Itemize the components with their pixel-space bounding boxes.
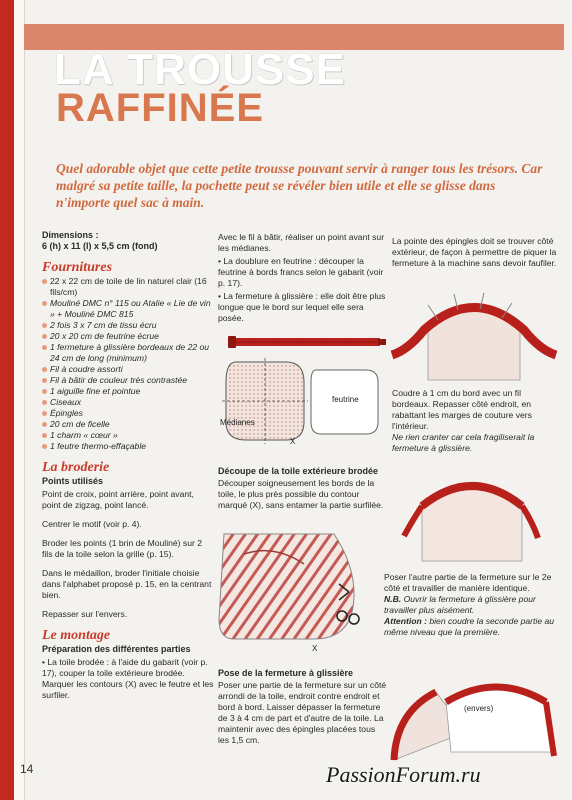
x-label-1: X <box>290 437 296 446</box>
binding-inner <box>14 0 25 800</box>
col3-para-2-italic: Ne rien cranter car cela fragiliserait la fermeture à glissière. <box>392 432 535 453</box>
column-3-middle <box>392 388 560 462</box>
x-label-2: X <box>312 644 318 653</box>
bullet-dot-icon <box>42 389 47 394</box>
fourniture-text: Fil à coudre assorti <box>50 364 123 374</box>
fourniture-text: 20 x 20 cm de feutrine écrue <box>50 331 159 341</box>
column-2 <box>218 232 386 332</box>
fourniture-item <box>42 276 214 298</box>
intro-text: Quel adorable objet que cette petite trousse pouvant servir à ranger tous les trésors. Car malgré sa petite taille, la pochette peut se révéler bien utile et elle se glisse dans n'importe quel sac à main. <box>56 161 543 210</box>
broderie-para-4: Dans le médaillon, broder l'initiale choisie dans l'alphabet proposé p. 15, en la centrant bien. <box>42 568 212 600</box>
fourniture-item <box>42 408 214 419</box>
feutrine-label: feutrine <box>332 395 359 404</box>
zipper-envers-illustration <box>386 672 562 762</box>
nb-label: N.B. <box>384 594 402 604</box>
broderie-para-3: Broder les points (1 brin de Mouliné) sur 2 fils de la toile selon la grille (p. 15). <box>42 538 203 559</box>
fourniture-text: 1 aiguille fine et pointue <box>50 386 141 396</box>
bullet-dot-icon <box>42 444 47 449</box>
column-3-top <box>392 236 560 277</box>
fourniture-text: Mouliné DMC n° 115 ou Atalie « Lie de vin » + Mouliné DMC 815 <box>50 298 211 319</box>
column-3-bottom <box>384 572 556 646</box>
col3-para-2: Coudre à 1 cm du bord avec un fil bordeaux. Repasser côté endroit, en rabattant les marges de couture vers l'intérieur. <box>392 388 532 431</box>
col2-para-2: • La doublure en feutrine : découper la feutrine à bords francs selon le gabarit (voir p. 17). <box>218 256 384 288</box>
decoupe-section <box>218 466 388 519</box>
fourniture-item <box>42 441 214 452</box>
fourniture-text: 22 x 22 cm de toile de lin naturel clair (16 fils/cm) <box>50 276 207 297</box>
montage-subheading: Préparation des différentes parties <box>42 644 191 654</box>
col2-para-3: • La fermeture à glissière : elle doit être plus longue que le bord sur lequel elle sera posée. <box>218 291 386 323</box>
bullet-dot-icon <box>42 400 47 405</box>
fourniture-text: Fil à bâtir de couleur très contrastée <box>50 375 188 385</box>
col2-para-1: Avec le fil à bâtir, réaliser un point avant sur les médianes. <box>218 232 385 253</box>
dimensions-value: 6 (h) x 11 (l) x 5,5 cm (fond) <box>42 241 158 251</box>
fourniture-item <box>42 430 214 441</box>
fourniture-text: Ciseaux <box>50 397 82 407</box>
fourniture-text: 2 fois 3 x 7 cm de tissu écru <box>50 320 157 330</box>
col3-para-3: Poser l'autre partie de la fermeture sur le 2e côté et travailler de manière identique. <box>384 572 552 593</box>
page-number: 14 <box>20 762 34 776</box>
fourniture-item <box>42 331 214 342</box>
attention-label: Attention : <box>384 616 427 626</box>
fourniture-item <box>42 375 214 386</box>
fourniture-item <box>42 342 214 364</box>
fourniture-text: 1 charm « cœur » <box>50 430 118 440</box>
bullet-dot-icon <box>42 433 47 438</box>
zipper-pinning-illustration <box>388 290 560 385</box>
fourniture-text: 1 feutre thermo-effaçable <box>50 441 147 451</box>
fabric-template-illustration <box>216 352 406 452</box>
zipper-sewn-illustration <box>392 466 552 566</box>
watermark: PassionForum.ru <box>326 762 481 787</box>
title-line-1: LA TROUSSE <box>54 45 346 94</box>
fourniture-item <box>42 364 214 375</box>
bullet-dot-icon <box>42 279 47 284</box>
broderie-heading: La broderie <box>42 460 110 475</box>
dimensions-label: Dimensions : <box>42 230 99 240</box>
fourniture-item <box>42 298 214 320</box>
fourniture-text: 1 fermeture à glissière bordeaux de 22 ou 24 cm de long (minimum) <box>50 342 210 363</box>
bullet-dot-icon <box>42 301 47 306</box>
left-binding-strip <box>0 0 14 800</box>
fournitures-list <box>42 276 214 452</box>
montage-heading: Le montage <box>42 628 111 643</box>
col3-para-1: La pointe des épingles doit se trouver côté extérieur, de façon à permettre de piquer la fermeture à la machine sans devoir faufiler. <box>392 236 557 268</box>
fournitures-heading: Fournitures <box>42 260 113 275</box>
column-1 <box>42 230 214 709</box>
decoupe-title: Découpe de la toile extérieure brodée <box>218 466 379 476</box>
broderie-subheading: Points utilisés <box>42 476 104 486</box>
fourniture-item <box>42 386 214 397</box>
broderie-para-1: Point de croix, point arrière, point avant, point de zigzag, point lancé. <box>42 489 194 510</box>
pose-text: Poser une partie de la fermeture sur un côté arrondi de la toile, endroit contre endroit et bord à bord. Laisser dépasser la fermeture de 3 à 4 cm de part et d'autre de la toile. La maintenir avec des épingles placées tous les 1,5 cm. <box>218 680 387 745</box>
nb-text: Ouvrir la fermeture à glissière pour travailler plus aisément. <box>384 594 536 615</box>
broderie-para-5: Repasser sur l'envers. <box>42 609 128 619</box>
fourniture-item <box>42 397 214 408</box>
bullet-dot-icon <box>42 411 47 416</box>
attention-text: bien coudre la seconde partie au même niveau que la première. <box>384 616 555 637</box>
bullet-dot-icon <box>42 378 47 383</box>
bullet-dot-icon <box>42 334 47 339</box>
pose-section <box>218 668 388 754</box>
bullet-dot-icon <box>42 422 47 427</box>
fourniture-text: 20 cm de ficelle <box>50 419 110 429</box>
envers-label: (envers) <box>464 704 494 713</box>
montage-text: • La toile brodée : à l'aide du gabarit (voir p. 17), couper la toile extérieure brodée. Marquer les contours (X) avec le feutre et les surfiler. <box>42 657 214 700</box>
decoupe-text: Découper soigneusement les bords de la toile, le plus près possible du contour marqué (X), sans entamer la partie surfilée. <box>218 478 384 510</box>
title-line-2: RAFFINÉE <box>56 86 264 130</box>
medianes-label: Médianes <box>220 418 255 427</box>
fourniture-item <box>42 320 214 331</box>
zipper-illustration <box>228 330 388 354</box>
bullet-dot-icon <box>42 323 47 328</box>
pose-title: Pose de la fermeture à glissière <box>218 668 354 678</box>
broderie-para-2: Centrer le motif (voir p. 4). <box>42 519 142 529</box>
fourniture-text: Épingles <box>50 408 83 418</box>
bullet-dot-icon <box>42 367 47 372</box>
bullet-dot-icon <box>42 345 47 350</box>
fourniture-item <box>42 419 214 430</box>
fabric-cutting-illustration <box>214 524 364 654</box>
